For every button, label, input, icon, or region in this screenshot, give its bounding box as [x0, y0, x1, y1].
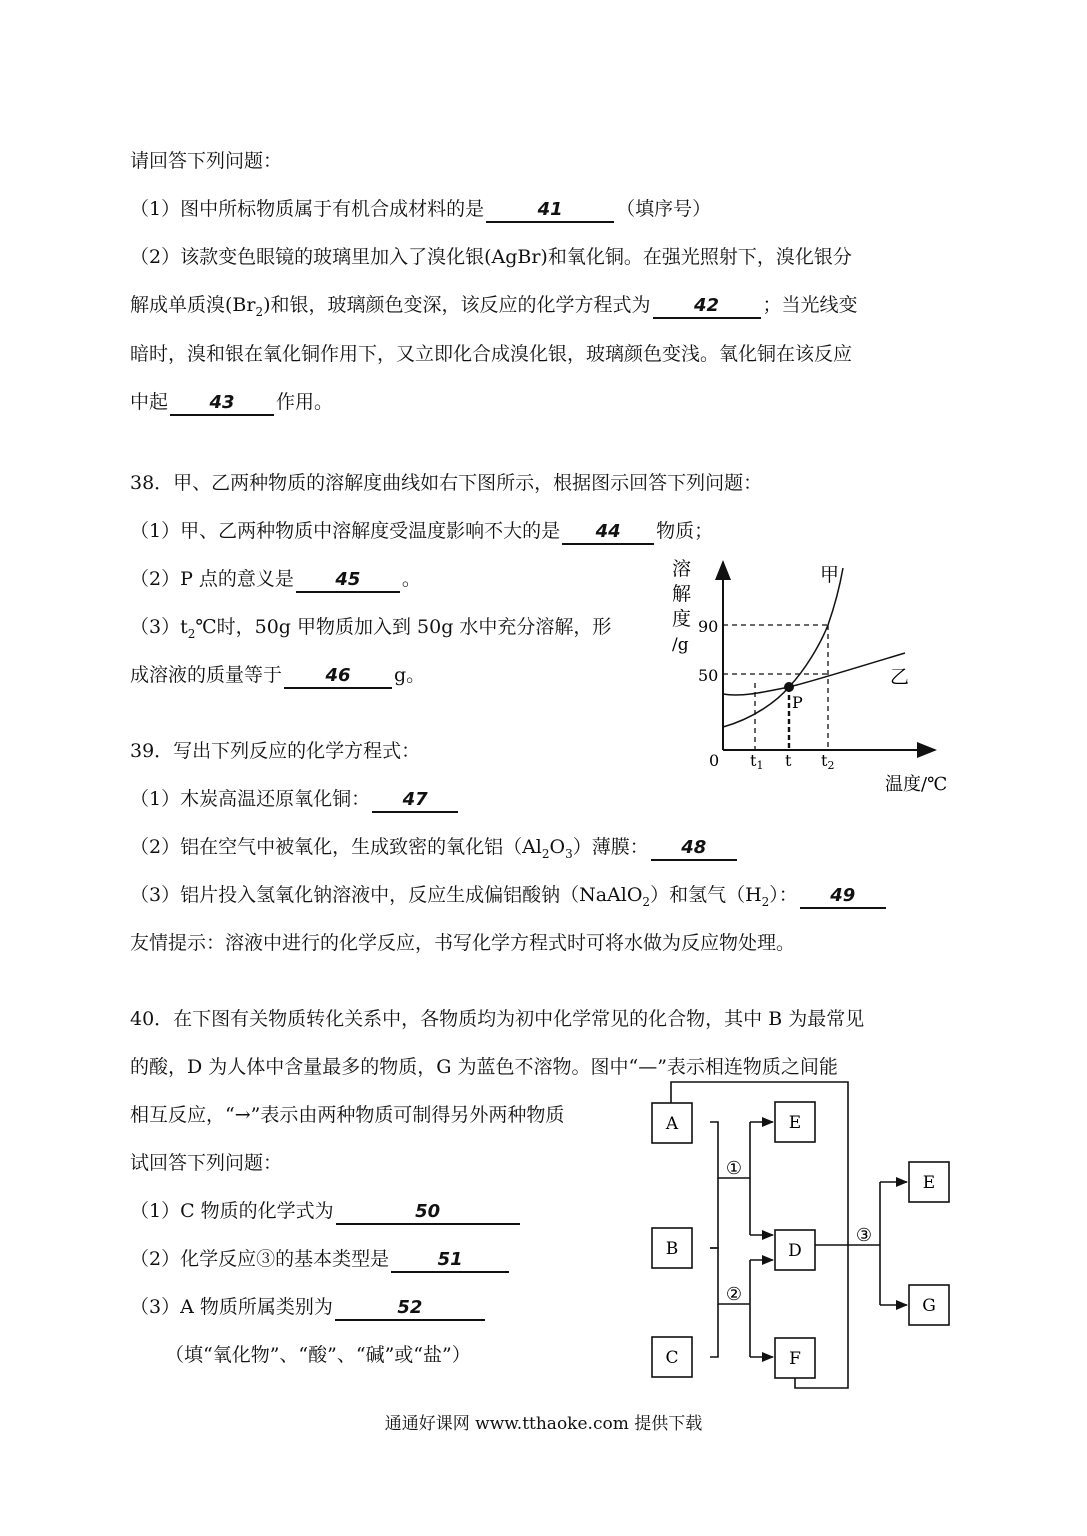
q40-part1: [130, 1198, 522, 1225]
y-label-3: 度: [672, 608, 692, 630]
q39-part3-text-b: ）和氢气（H: [650, 884, 762, 906]
subscript: 2: [541, 846, 550, 861]
q37-part1: [130, 196, 711, 223]
answer-blank-50[interactable]: 50: [336, 1201, 520, 1225]
box-b-label: B: [665, 1239, 679, 1259]
q39-part2: [130, 834, 739, 861]
q38-part2-text: （2）P 点的意义是: [130, 568, 294, 590]
answer-blank-51[interactable]: 51: [391, 1249, 509, 1273]
link-c-r2: [710, 1304, 718, 1357]
answer-blank-44[interactable]: 44: [562, 521, 654, 545]
q38-part3-text-d: g。: [394, 664, 426, 686]
box-a-label: A: [665, 1114, 679, 1134]
x-tick-t2: t2: [821, 751, 835, 772]
box-d-label: D: [788, 1241, 802, 1261]
subscript: 2: [187, 626, 196, 641]
q39-part2-text-b: O: [549, 836, 566, 858]
answer-blank-41[interactable]: 41: [486, 199, 614, 223]
answer-blank-45[interactable]: 45: [296, 569, 400, 593]
y-tick-90: 90: [698, 617, 719, 636]
q40-part3-text: （3）A 物质所属类别为: [130, 1296, 333, 1318]
answer-blank-43[interactable]: 43: [170, 392, 274, 416]
q37-part2-line4: [130, 389, 333, 416]
subscript: 2: [642, 894, 651, 909]
y-tick-50: 50: [698, 666, 719, 685]
q37-part2-text-a: 解成单质溴(Br: [130, 294, 256, 316]
q39-part3-text-a: （3）铝片投入氢氧化钠溶液中，反应生成偏铝酸钠（NaAlO: [130, 884, 643, 906]
q40-part3: [130, 1294, 487, 1321]
q40-line1: 40．在下图有关物质转化关系中，各物质均为初中化学常见的化合物，其中 B 为最常见: [130, 1008, 865, 1030]
q40-part1-text: （1）C 物质的化学式为: [130, 1200, 334, 1222]
q37-part2-text-post: ；当光线变: [762, 294, 858, 316]
box-g-label: G: [922, 1296, 936, 1316]
q38-part1-post: 物质；: [656, 520, 714, 542]
q39-part2-text-c: ）薄膜：: [572, 836, 649, 858]
series-curve-jia: [723, 568, 843, 727]
q40-part2-text: （2）化学反应③的基本类型是: [130, 1248, 390, 1270]
page-footer: 通通好课网 www.tthaoke.com 提供下载: [384, 1414, 703, 1434]
q40-part3-note: （填“氧化物”、“酸”、“碱”或“盐”）: [165, 1344, 471, 1366]
q38-part3-text-a: （3）t: [130, 616, 188, 638]
q39-part1-text: （1）木炭高温还原氧化铜：: [130, 788, 371, 810]
q38-part2-post: 。: [401, 568, 421, 590]
q37-part2-text-c: 中起: [130, 391, 169, 413]
q40-line3: 相互反应，“→”表示由两种物质可制得另外两种物质: [130, 1104, 565, 1126]
q37-part2-line1: （2）该款变色眼镜的玻璃里加入了溴化银(AgBr)和氧化铜。在强光照射下，溴化银分: [130, 246, 852, 268]
solubility-chart: [660, 550, 960, 800]
reaction-1-label: ①: [725, 1158, 743, 1179]
q37-part2-text-b: )和银，玻璃颜色变深，该反应的化学方程式为: [263, 294, 651, 316]
answer-blank-52[interactable]: 52: [335, 1297, 485, 1321]
q39-part2-text-a: （2）铝在空气中被氧化，生成致密的氧化铝（Al: [130, 836, 542, 858]
y-label-2: 解: [672, 583, 692, 605]
q39-part3: [130, 882, 888, 909]
answer-blank-42[interactable]: 42: [653, 295, 761, 319]
box-f-label: F: [789, 1349, 801, 1369]
q37-part2-text-d: 作用。: [276, 391, 334, 413]
q40-line4: 试回答下列问题：: [130, 1152, 283, 1174]
reaction-2-label: ②: [725, 1284, 743, 1305]
q40-line2: 的酸，D 为人体中含量最多的物质，G 为蓝色不溶物。图中“—”表示相连物质之间能: [130, 1056, 838, 1078]
q38-part3-line1: [130, 614, 611, 640]
q38-part2: [130, 566, 421, 593]
q39-part3-text-c: ）：: [769, 884, 798, 906]
y-label-4: /g: [672, 635, 689, 655]
q39-part1: [130, 786, 460, 813]
q38-part1-text: （1）甲、乙两种物质中溶解度受温度影响不大的是: [130, 520, 561, 542]
link-b-r1: [710, 1178, 718, 1248]
box-e-top-label: E: [788, 1113, 802, 1133]
q38-part3-line2: [130, 662, 425, 689]
q39-title: 39．写出下列反应的化学方程式：: [130, 740, 421, 762]
q38-part3-text-b: ℃时，50g 甲物质加入到 50g 水中充分溶解，形: [195, 616, 612, 638]
q37-part2-line3: 暗时，溴和银在氧化铜作用下，又立即化合成溴化银，玻璃颜色变浅。氧化铜在该反应: [130, 343, 853, 365]
point-p: [784, 682, 794, 692]
x-tick-t1: t1: [750, 751, 764, 772]
q38-title: 38．甲、乙两种物质的溶解度曲线如右下图所示，根据图示回答下列问题：: [130, 472, 763, 494]
subscript: 2: [761, 894, 770, 909]
q37-intro: 请回答下列问题：: [130, 150, 283, 172]
transformation-diagram: [640, 1070, 960, 1400]
answer-blank-48[interactable]: 48: [651, 837, 737, 861]
q38-part3-text-c: 成溶液的质量等于: [130, 664, 283, 686]
subscript: 2: [255, 304, 264, 319]
box-e-right-label: E: [922, 1173, 936, 1193]
series-label-yi: 乙: [890, 666, 910, 688]
q38-part1: [130, 518, 713, 545]
q37-part1-text: （1）图中所标物质属于有机合成材料的是: [130, 198, 485, 220]
subscript: 3: [565, 846, 573, 861]
box-c-label: C: [665, 1348, 679, 1368]
x-tick-t: t: [785, 751, 792, 770]
reaction-3-label: ③: [855, 1225, 873, 1246]
answer-blank-46[interactable]: 46: [284, 665, 392, 689]
point-p-label: P: [792, 693, 803, 712]
answer-blank-49[interactable]: 49: [800, 885, 886, 909]
q37-part2-line2: [130, 292, 858, 319]
q37-part1-post: （填序号）: [616, 198, 712, 220]
q40-part2: [130, 1246, 511, 1273]
y-label-1: 溶: [672, 558, 692, 580]
series-label-jia: 甲: [820, 564, 840, 586]
x-axis-label: 温度/℃: [885, 774, 948, 795]
origin-label: 0: [709, 751, 720, 770]
answer-blank-47[interactable]: 47: [372, 789, 458, 813]
q39-tip: 友情提示：溶液中进行的化学反应，书写化学方程式时可将水做为反应物处理。: [130, 932, 796, 954]
